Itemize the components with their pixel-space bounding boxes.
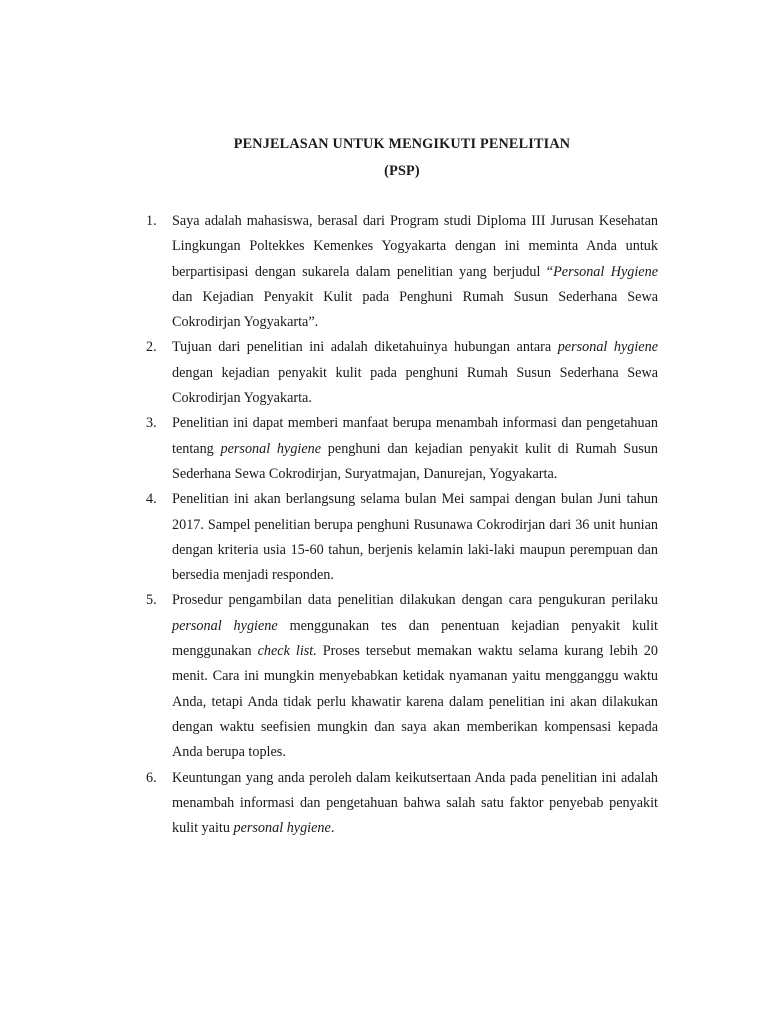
- document-subtitle: (PSP): [384, 163, 420, 179]
- italic-term: check list.: [257, 643, 317, 660]
- list-item-number: 5.: [146, 592, 157, 609]
- list-item-number: 3.: [146, 415, 157, 432]
- text-run: dengan kejadian penyakit kulit pada penghuni Rumah Susun Sederhana Sewa Cokrodirjan Yogyakarta.: [172, 364, 658, 407]
- list-item-text: [172, 770, 658, 837]
- italic-term: personal hygiene: [172, 617, 278, 634]
- numbered-list: [146, 209, 658, 841]
- text-run: .: [330, 820, 335, 837]
- text-run: menggunakan tes dan penentuan kejadian penyakit kulit menggunakan: [172, 617, 658, 660]
- text-run: Penelitian ini akan berlangsung selama bulan Mei sampai dengan bulan Juni tahun 2017. Sampel penelitian berupa penghuni Rusunawa Cokrodirjan dari 36 unit hunian dengan kriteria usia 15-60 tahun, berjenis kelamin laki-laki maupun perempuan dan bersedia menjadi responden.: [172, 491, 658, 584]
- italic-term: Personal Hygiene: [553, 263, 658, 280]
- list-item: [146, 335, 658, 411]
- text-run: penghuni dan kejadian penyakit kulit di Rumah Susun Sederhana Sewa Cokrodirjan, Suryatmajan, Danurejan, Yogyakarta.: [172, 440, 658, 482]
- list-item: [146, 487, 658, 588]
- list-item-text: [172, 491, 658, 583]
- list-item-text: [172, 213, 658, 330]
- list-item: [146, 766, 658, 842]
- list-item: [146, 588, 658, 765]
- list-item: [146, 209, 658, 335]
- italic-term: personal hygiene: [220, 440, 322, 457]
- text-run: dan Kejadian Penyakit Kulit pada Penghuni Rumah Susun Sederhana Sewa Cokrodirjan Yogyakarta”.: [172, 288, 658, 331]
- list-item-text: [172, 339, 658, 406]
- document-title: PENJELASAN UNTUK MENGIKUTI PENELITIAN: [233, 136, 571, 152]
- list-item-number: 2.: [146, 339, 157, 356]
- text-run: Keuntungan yang anda peroleh dalam keikutsertaan Anda pada penelitian ini adalah menambah informasi dan pengetahuan bahwa salah satu faktor penyebab penyakit kulit yaitu: [172, 769, 658, 837]
- text-run: Saya adalah mahasiswa, berasal dari Program studi Diploma III Jurusan Kesehatan Lingkungan Poltekkes Kemenkes Yogyakarta dengan ini meminta Anda untuk berpartisipasi dengan sukarela dalam penelitian yang berjudul “: [172, 213, 658, 280]
- text-run: Tujuan dari penelitian ini adalah diketahuinya hubungan antara: [172, 339, 558, 356]
- list-item-text: [172, 415, 658, 482]
- italic-term: personal hygiene: [233, 820, 331, 837]
- list-item-number: 6.: [146, 769, 157, 786]
- list-item-number: 1.: [146, 213, 157, 229]
- italic-term: personal hygiene: [557, 339, 658, 356]
- text-run: Proses tersebut memakan waktu selama kurang lebih 20 menit. Cara ini mungkin menyebabkan ketidak nyamanan yaitu mengganggu waktu Anda, tetapi Anda tidak perlu khawatir karena dalam penelitian ini akan dilakukan dengan waktu seefisien mungkin dan saya akan memberikan kompensasi kepada Anda berupa toples.: [172, 643, 658, 761]
- text-run: Penelitian ini dapat memberi manfaat berupa menambah informasi dan pengetahuan tentang: [172, 415, 658, 457]
- list-item-text: [172, 592, 658, 760]
- list-item-number: 4.: [146, 491, 157, 508]
- text-run: Prosedur pengambilan data penelitian dilakukan dengan cara pengukuran perilaku: [172, 592, 658, 609]
- list-item: [146, 411, 658, 487]
